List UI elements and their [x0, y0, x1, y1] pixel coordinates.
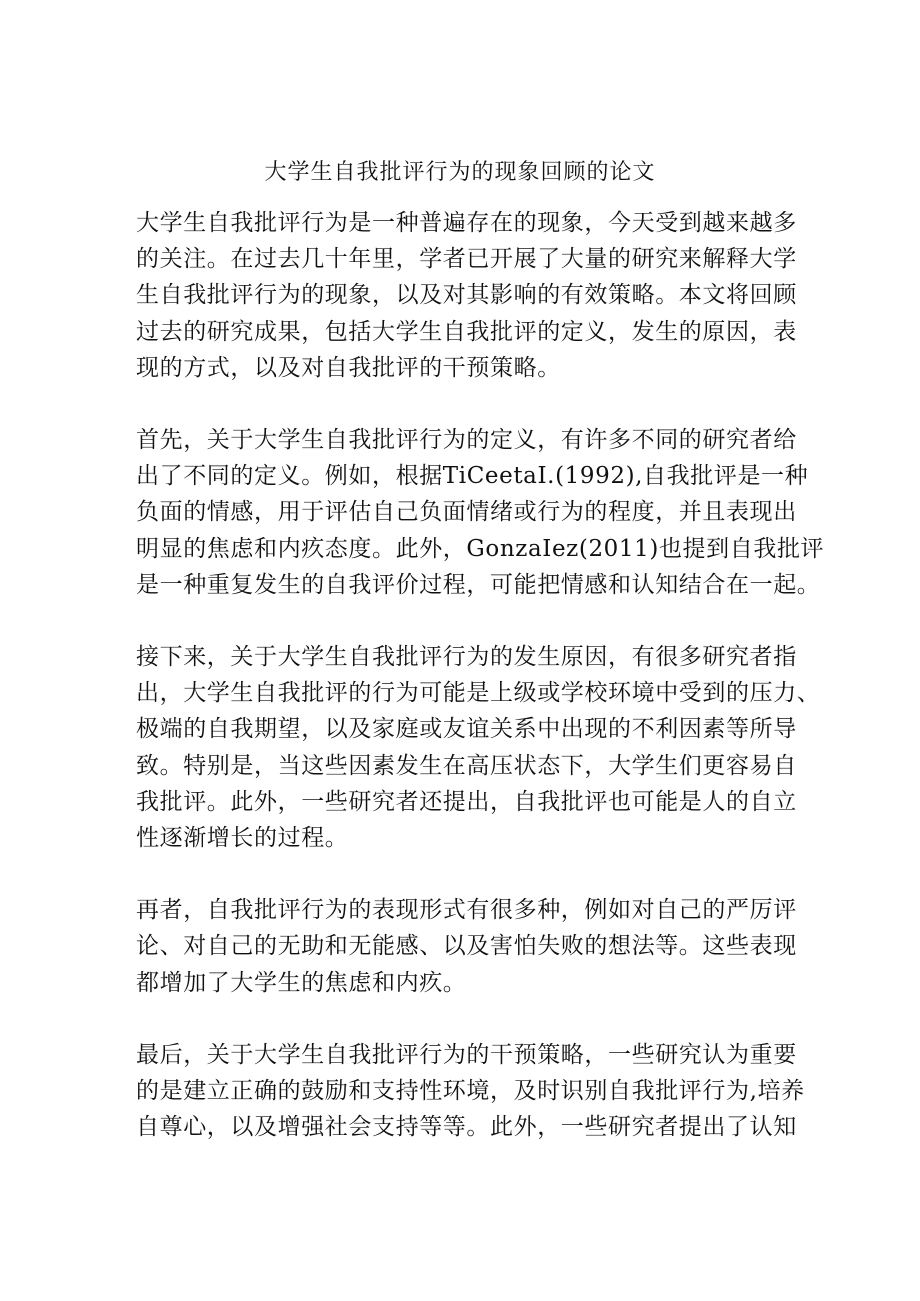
text-line: 接下来，关于大学生自我批评行为的发生原因，有很多研究者指 — [136, 644, 797, 671]
paragraph-1 — [136, 205, 806, 386]
text-line: 的关注。在过去几十年里，学者已开展了大量的研究来解释大学 — [136, 246, 797, 273]
paragraph-2 — [136, 422, 825, 603]
text-line: 论、对自己的无助和无能感、以及害怕失败的想法等。这些表现 — [136, 933, 797, 960]
paragraph-5 — [136, 1037, 806, 1146]
paragraph-4 — [136, 892, 806, 1001]
text-line: 是一种重复发生的自我评价过程，可能把情感和认知结合在一起。 — [136, 571, 821, 598]
text-line: 过去的研究成果，包括大学生自我批评的定义，发生的原因，表 — [136, 318, 797, 345]
text-line: 出，大学生自我批评的行为可能是上级或学校环境中受到的压力、 — [136, 680, 821, 707]
document-body — [136, 205, 825, 1181]
text-line: 出了不同的定义。例如，根据TiCeetaI.(1992),自我批评是一种 — [136, 463, 809, 490]
text-line: 最后，关于大学生自我批评行为的干预策略，一些研究认为重要 — [136, 1041, 797, 1068]
text-line: 我批评。此外，一些研究者还提出，自我批评也可能是人的自立 — [136, 788, 797, 815]
text-line: 的是建立正确的鼓励和支持性环境，及时识别自我批评行为,培养 — [136, 1078, 805, 1105]
text-line: 生自我批评行为的现象，以及对其影响的有效策略。本文将回顾 — [136, 282, 797, 309]
text-line: 明显的焦虑和内疚态度。此外，GonzaIez(2011)也提到自我批评 — [136, 535, 825, 562]
text-line: 现的方式，以及对自我批评的干预策略。 — [136, 354, 561, 381]
text-line: 致。特别是，当这些因素发生在高压状态下，大学生们更容易自 — [136, 752, 797, 779]
document-title: 大学生自我批评行为的现象回顾的论文 — [264, 160, 656, 185]
paragraph-3 — [136, 639, 821, 856]
text-line: 首先，关于大学生自我批评行为的定义，有许多不同的研究者给 — [136, 427, 797, 454]
text-line: 再者，自我批评行为的表现形式有很多种，例如对自己的严厉评 — [136, 897, 797, 924]
text-line: 都增加了大学生的焦虑和内疚。 — [136, 969, 467, 996]
text-line: 负面的情感，用于评估自己负面情绪或行为的程度，并且表现出 — [136, 499, 797, 526]
text-line: 自尊心，以及增强社会支持等等。此外，一些研究者提出了认知 — [136, 1114, 797, 1141]
text-line: 极端的自我期望，以及家庭或友谊关系中出现的不利因素等所导 — [136, 716, 797, 743]
text-line: 性逐渐增长的过程。 — [136, 825, 349, 852]
text-line: 大学生自我批评行为是一种普遍存在的现象，今天受到越来越多 — [136, 210, 797, 236]
